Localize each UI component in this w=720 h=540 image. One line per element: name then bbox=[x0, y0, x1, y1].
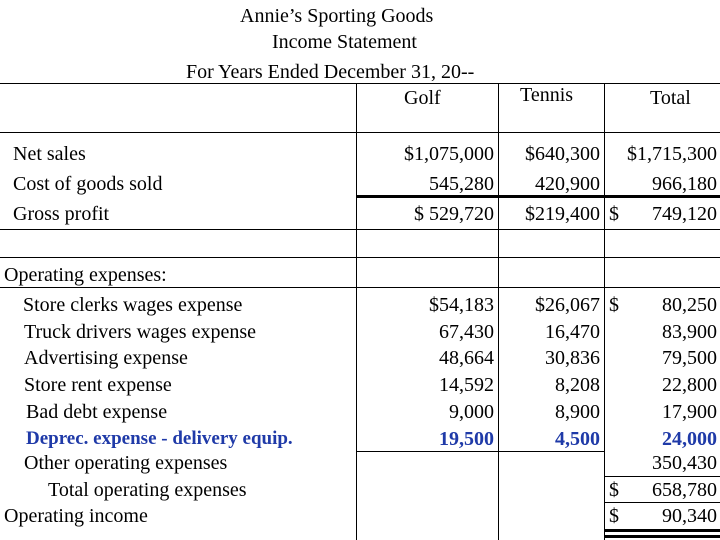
row-label-store-rent: Store rent expense bbox=[24, 374, 172, 396]
tennis-truck-drivers: 16,470 bbox=[545, 321, 600, 343]
row-label-opex-header: Operating expenses: bbox=[4, 264, 167, 286]
total-advertising: 79,500 bbox=[662, 347, 717, 369]
total-dollar-sign: $ bbox=[609, 203, 619, 225]
col-header-golf: Golf bbox=[404, 87, 441, 109]
other-opex-underline bbox=[604, 476, 720, 477]
total-gross-profit: 749,120 bbox=[652, 203, 717, 225]
row-label-net-sales: Net sales bbox=[13, 143, 86, 165]
golf-gross-profit: $ 529,720 bbox=[414, 203, 494, 225]
total-other-opex: 350,430 bbox=[652, 452, 717, 474]
col-header-total: Total bbox=[650, 87, 691, 109]
row-rule bbox=[0, 257, 720, 258]
row-rule bbox=[0, 229, 720, 230]
golf-store-clerks: $54,183 bbox=[429, 294, 494, 316]
header-top-rule bbox=[0, 83, 720, 84]
row-label-gross-profit: Gross profit bbox=[13, 203, 110, 225]
total-deprec: 24,000 bbox=[662, 428, 717, 450]
row-label-cogs: Cost of goods sold bbox=[13, 173, 163, 195]
tennis-deprec: 4,500 bbox=[555, 428, 600, 450]
total-dollar-sign: $ bbox=[609, 294, 619, 316]
operating-income-double-underline bbox=[604, 529, 720, 532]
total-store-clerks: 80,250 bbox=[662, 294, 717, 316]
total-operating-income: 90,340 bbox=[662, 505, 717, 527]
row-label-advertising: Advertising expense bbox=[24, 347, 188, 369]
tennis-cogs: 420,900 bbox=[535, 173, 600, 195]
golf-net-sales: $1,075,000 bbox=[404, 143, 494, 165]
golf-bad-debt: 9,000 bbox=[449, 401, 494, 423]
tennis-bad-debt: 8,900 bbox=[555, 401, 600, 423]
row-label-truck-drivers: Truck drivers wages expense bbox=[24, 321, 256, 343]
tennis-net-sales: $640,300 bbox=[525, 143, 600, 165]
golf-deprec: 19,500 bbox=[439, 428, 494, 450]
total-store-rent: 22,800 bbox=[662, 374, 717, 396]
total-dollar-sign: $ bbox=[609, 505, 619, 527]
total-net-sales: $1,715,300 bbox=[627, 143, 717, 165]
grid-line-2 bbox=[498, 83, 499, 540]
total-total-opex: 658,780 bbox=[652, 479, 717, 501]
golf-store-rent: 14,592 bbox=[439, 374, 494, 396]
header-bottom-rule bbox=[0, 132, 720, 133]
golf-advertising: 48,664 bbox=[439, 347, 494, 369]
operating-income-double-underline bbox=[604, 535, 720, 538]
row-label-bad-debt: Bad debt expense bbox=[26, 401, 168, 423]
row-label-other-opex: Other operating expenses bbox=[24, 452, 228, 474]
tennis-gross-profit: $219,400 bbox=[525, 203, 600, 225]
golf-truck-drivers: 67,430 bbox=[439, 321, 494, 343]
total-truck-drivers: 83,900 bbox=[662, 321, 717, 343]
grid-line-1 bbox=[356, 83, 357, 540]
tennis-store-rent: 8,208 bbox=[555, 374, 600, 396]
row-label-operating-income: Operating income bbox=[4, 505, 148, 527]
tennis-store-clerks: $26,067 bbox=[535, 294, 600, 316]
total-cogs: 966,180 bbox=[652, 173, 717, 195]
total-opex-underline bbox=[604, 502, 720, 503]
cogs-underline bbox=[356, 195, 720, 198]
statement-period: For Years Ended December 31, 20-- bbox=[186, 61, 475, 83]
col-header-tennis: Tennis bbox=[520, 84, 574, 106]
company-name: Annie’s Sporting Goods bbox=[240, 5, 434, 27]
golf-cogs: 545,280 bbox=[429, 173, 494, 195]
row-label-store-clerks: Store clerks wages expense bbox=[23, 294, 243, 316]
row-rule bbox=[0, 287, 720, 288]
row-label-deprec: Deprec. expense - delivery equip. bbox=[26, 428, 293, 449]
deprec-underline bbox=[356, 451, 604, 452]
total-bad-debt: 17,900 bbox=[662, 401, 717, 423]
total-dollar-sign: $ bbox=[609, 479, 619, 501]
row-label-total-opex: Total operating expenses bbox=[48, 479, 247, 501]
tennis-advertising: 30,836 bbox=[545, 347, 600, 369]
statement-name: Income Statement bbox=[272, 31, 417, 53]
